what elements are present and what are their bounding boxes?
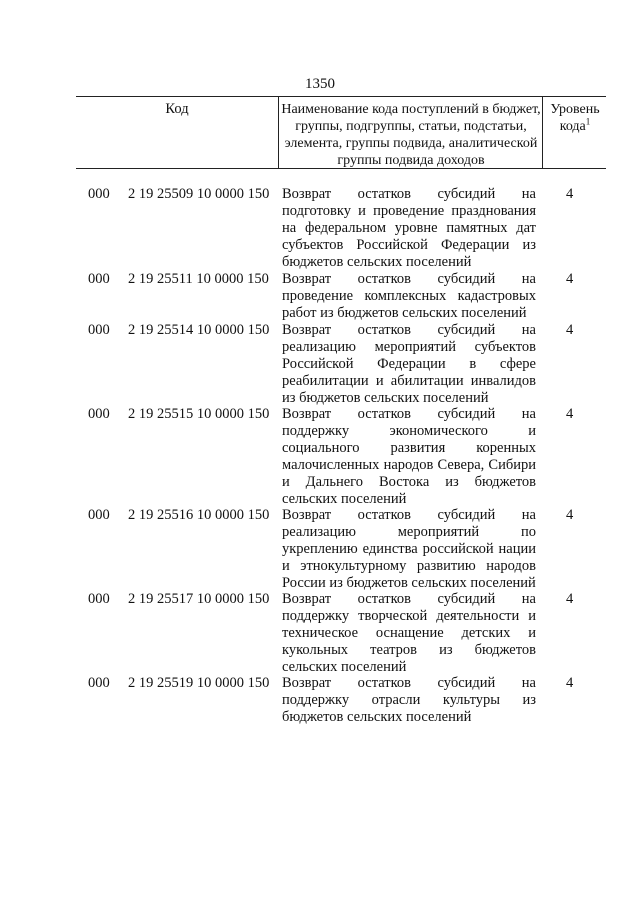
- header-level: [544, 101, 606, 135]
- column-divider: [542, 97, 543, 168]
- income-code: 2 19 25515 10 0000 150: [128, 406, 270, 422]
- admin-code: 000: [88, 507, 110, 523]
- page-number: 1350: [305, 76, 335, 92]
- income-description: Возврат остатков субсидий на реализацию мероприятий по укреплению единства российской нации и этнокультурному развитию народов России из бюджетов сельских поселений: [282, 507, 536, 591]
- income-code: 2 19 25519 10 0000 150: [128, 675, 270, 691]
- income-code: 2 19 25516 10 0000 150: [128, 507, 270, 523]
- income-description: Возврат остатков субсидий на подготовку и проведение празднования на федеральном уровне памятных дат субъектов Российской Федерации из бюджетов сельских поселений: [282, 186, 536, 270]
- income-code: 2 19 25514 10 0000 150: [128, 322, 270, 338]
- admin-code: 000: [88, 322, 110, 338]
- header-code: Код: [165, 101, 189, 117]
- code-level: 4: [566, 507, 574, 523]
- header-name: Наименование кода поступлений в бюджет, группы, подгруппы, статьи, подстатьи, элемента, группы подвида, аналитической группы подвида доходов: [281, 102, 541, 168]
- code-level: 4: [566, 271, 574, 287]
- header-level-label: Уровень кода: [550, 102, 600, 134]
- table-row: [0, 322, 640, 406]
- table-row: [0, 406, 640, 507]
- income-description: Возврат остатков субсидий на поддержку экономического и социального развития коренных малочисленных народов Севера, Сибири и Дальнего Востока из бюджетов сельских поселений: [282, 406, 536, 507]
- table-row: [0, 507, 640, 591]
- table-row: [0, 675, 640, 735]
- income-description: Возврат остатков субсидий на поддержку творческой деятельности и техническое оснащение детских и кукольных театров из бюджетов сельских поселений: [282, 591, 536, 675]
- code-level: 4: [566, 675, 574, 691]
- footnote-marker: 1: [585, 116, 591, 127]
- code-level: 4: [566, 322, 574, 338]
- code-level: 4: [566, 186, 574, 202]
- income-description: Возврат остатков субсидий на проведение комплексных кадастровых работ из бюджетов сельских поселений: [282, 271, 536, 321]
- table-row: [0, 271, 640, 322]
- admin-code: 000: [88, 406, 110, 422]
- admin-code: 000: [88, 186, 110, 202]
- income-description: Возврат остатков субсидий на реализацию мероприятий субъектов Российской Федерации в сфере реабилитации и абилитации инвалидов из бюджетов сельских поселений: [282, 322, 536, 406]
- admin-code: 000: [88, 675, 110, 691]
- code-level: 4: [566, 591, 574, 607]
- admin-code: 000: [88, 591, 110, 607]
- column-divider: [278, 97, 279, 168]
- table-body: [0, 186, 640, 735]
- table-header: [76, 96, 606, 169]
- income-code: 2 19 25511 10 0000 150: [128, 271, 269, 287]
- table-row: [0, 591, 640, 675]
- table-row: [0, 186, 640, 271]
- income-code: 2 19 25517 10 0000 150: [128, 591, 270, 607]
- code-level: 4: [566, 406, 574, 422]
- admin-code: 000: [88, 271, 110, 287]
- income-description: Возврат остатков субсидий на поддержку отрасли культуры из бюджетов сельских поселений: [282, 675, 536, 725]
- income-code: 2 19 25509 10 0000 150: [128, 186, 270, 202]
